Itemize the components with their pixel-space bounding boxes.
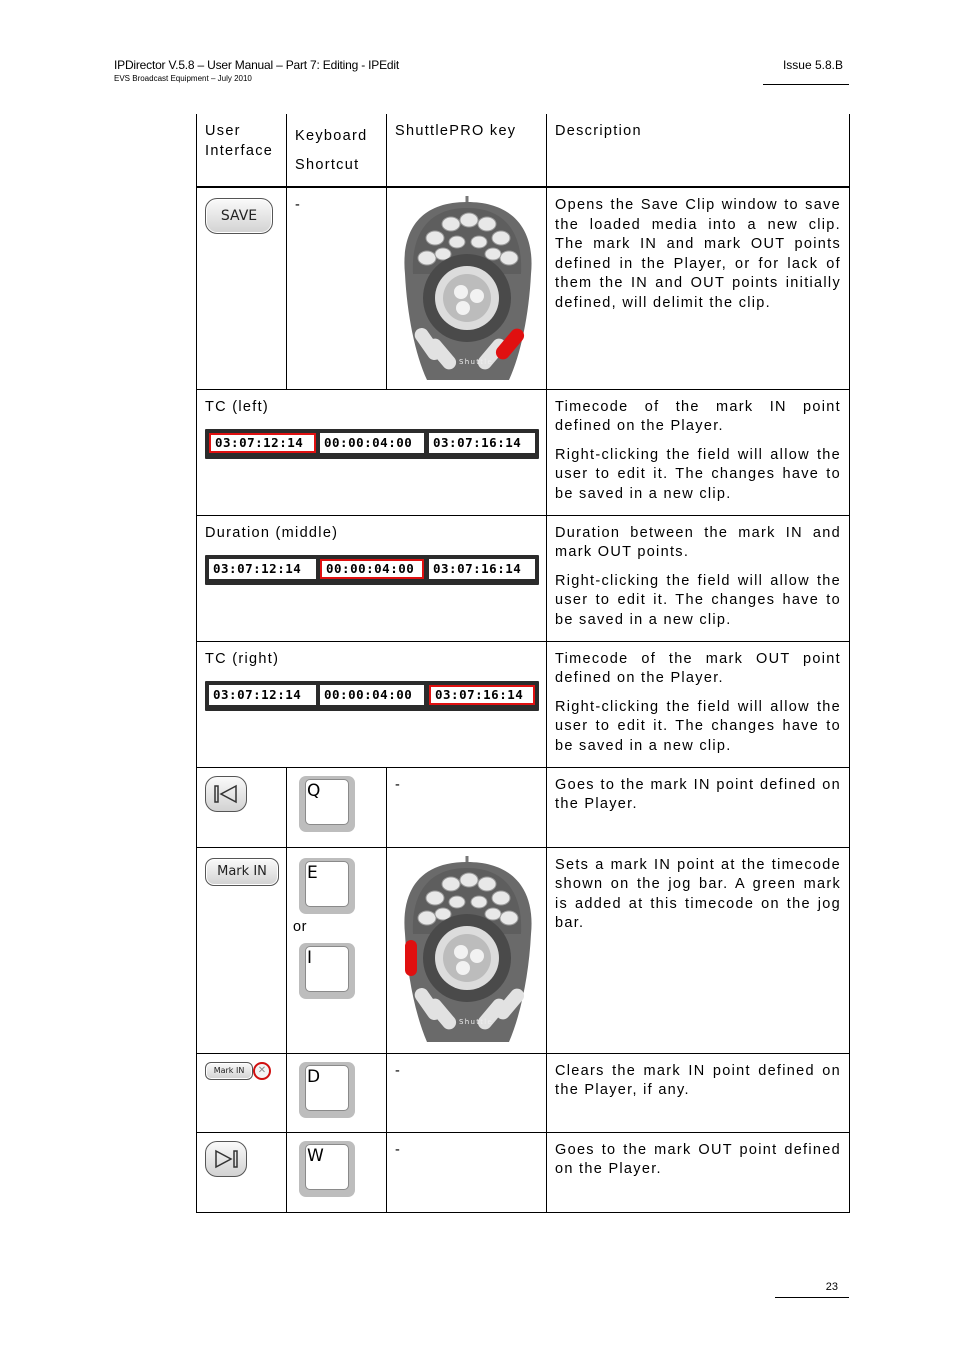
tc-out-field[interactable]: 03:07:16:14 bbox=[429, 433, 535, 453]
shortcut-cell bbox=[287, 1053, 387, 1132]
tc-in-field[interactable]: 03:07:12:14 bbox=[209, 685, 316, 705]
save-button[interactable]: SAVE bbox=[205, 198, 273, 234]
shortcut-cell bbox=[287, 1132, 387, 1212]
table-row bbox=[197, 515, 850, 641]
col-header-keyboard-shortcut: Keyboard Shortcut bbox=[287, 114, 387, 187]
description-cell: Clears the mark IN point defined on the Player, if any. bbox=[547, 1053, 850, 1132]
description-cell: Timecode of the mark OUT point defined on the Player. Right-clicking the field will allow the user to edit it. The changes have to be saved in a new clip. bbox=[547, 641, 850, 767]
table-row bbox=[197, 641, 850, 767]
col-header-shuttlepro-key: ShuttlePRO key bbox=[387, 114, 547, 187]
clear-mark-in-icon[interactable]: ✕ bbox=[253, 1062, 271, 1080]
shuttle-brand: Shuttle bbox=[458, 1017, 493, 1026]
page-number: 23 bbox=[825, 1281, 838, 1293]
table-row bbox=[197, 1053, 850, 1132]
col-header-description: Description bbox=[547, 114, 850, 187]
key-d: D bbox=[299, 1062, 355, 1118]
tc-in-field[interactable]: 03:07:12:14 bbox=[209, 433, 316, 453]
duration-field[interactable]: 00:00:04:00 bbox=[320, 559, 424, 579]
shuttle-brand: Shuttle bbox=[458, 358, 493, 366]
timecode-bar bbox=[205, 555, 539, 585]
shortcut-table bbox=[196, 114, 850, 1213]
field-label: TC (right) bbox=[205, 650, 280, 667]
shortcut-cell bbox=[287, 767, 387, 847]
description-cell: Goes to the mark OUT point defined on the Player. bbox=[547, 1132, 850, 1212]
duration-field[interactable]: 00:00:04:00 bbox=[320, 685, 424, 705]
shuttle-cell bbox=[387, 187, 547, 389]
ui-cell bbox=[197, 1053, 287, 1132]
tc-out-field[interactable]: 03:07:16:14 bbox=[429, 685, 535, 705]
description-cell: Goes to the mark IN point defined on the Player. bbox=[547, 767, 850, 847]
page-header bbox=[114, 58, 399, 83]
timecode-bar bbox=[205, 681, 539, 711]
mark-in-button[interactable]: Mark IN bbox=[205, 858, 279, 886]
table-row bbox=[197, 767, 850, 847]
key-e: E bbox=[299, 858, 355, 914]
description-cell: Timecode of the mark IN point defined on the Player. Right-clicking the field will allow the user to edit it. The changes have to be saved in a new clip. bbox=[547, 389, 850, 515]
shuttlepro-left-image bbox=[397, 854, 537, 1042]
go-to-mark-out-icon bbox=[206, 1142, 246, 1176]
go-to-mark-in-icon bbox=[206, 777, 246, 811]
timecode-bar bbox=[205, 429, 539, 459]
table-header-row bbox=[197, 114, 850, 187]
tc-out-field[interactable]: 03:07:16:14 bbox=[429, 559, 535, 579]
key-i: I bbox=[299, 943, 355, 999]
shuttle-cell: - bbox=[387, 767, 547, 847]
col-header-user-interface: User Interface bbox=[197, 114, 287, 187]
mark-in-small-button[interactable]: Mark IN bbox=[205, 1062, 253, 1080]
shuttle-cell: - bbox=[387, 1132, 547, 1212]
manual-title: IPDirector V.5.8 – User Manual – Part 7: Editing - IPEdit bbox=[114, 58, 399, 72]
table-row bbox=[197, 187, 850, 389]
shortcut-cell bbox=[287, 847, 387, 1053]
shortcut-cell: - bbox=[287, 187, 387, 389]
table-row bbox=[197, 847, 850, 1053]
ui-cell bbox=[197, 515, 547, 641]
or-text: or bbox=[293, 918, 307, 935]
ui-cell bbox=[197, 1132, 287, 1212]
go-to-mark-out-button[interactable] bbox=[205, 1141, 247, 1177]
ui-cell bbox=[197, 641, 547, 767]
table-row bbox=[197, 389, 850, 515]
shuttle-cell: - bbox=[387, 1053, 547, 1132]
table-row bbox=[197, 1132, 850, 1212]
description-cell: Opens the Save Clip window to save the loaded media into a new clip. The mark IN and mark OUT points defined in the Player, or for lack of them the IN and OUT points initially defined, will delimit the clip. bbox=[547, 187, 850, 389]
ui-cell bbox=[197, 187, 287, 389]
header-rule bbox=[763, 84, 849, 85]
tc-in-field[interactable]: 03:07:12:14 bbox=[209, 559, 316, 579]
key-q: Q bbox=[299, 776, 355, 832]
manual-subtitle: EVS Broadcast Equipment – July 2010 bbox=[114, 74, 252, 83]
ui-cell bbox=[197, 767, 287, 847]
field-label: Duration (middle) bbox=[205, 524, 339, 541]
shuttle-cell bbox=[387, 847, 547, 1053]
issue-number: Issue 5.8.B bbox=[782, 58, 843, 72]
key-w: W bbox=[299, 1141, 355, 1197]
ui-cell bbox=[197, 847, 287, 1053]
go-to-mark-in-button[interactable] bbox=[205, 776, 247, 812]
field-label: TC (left) bbox=[205, 398, 270, 415]
description-cell: Duration between the mark IN and mark OUT points. Right-clicking the field will allow the user to edit it. The changes have to be saved in a new clip. bbox=[547, 515, 850, 641]
duration-field[interactable]: 00:00:04:00 bbox=[320, 433, 424, 453]
footer-rule bbox=[775, 1297, 849, 1298]
description-cell: Sets a mark IN point at the timecode shown on the jog bar. A green mark is added at this timecode on the jog bar. bbox=[547, 847, 850, 1053]
ui-cell bbox=[197, 389, 547, 515]
shuttlepro-bottom-right-image bbox=[397, 194, 537, 380]
